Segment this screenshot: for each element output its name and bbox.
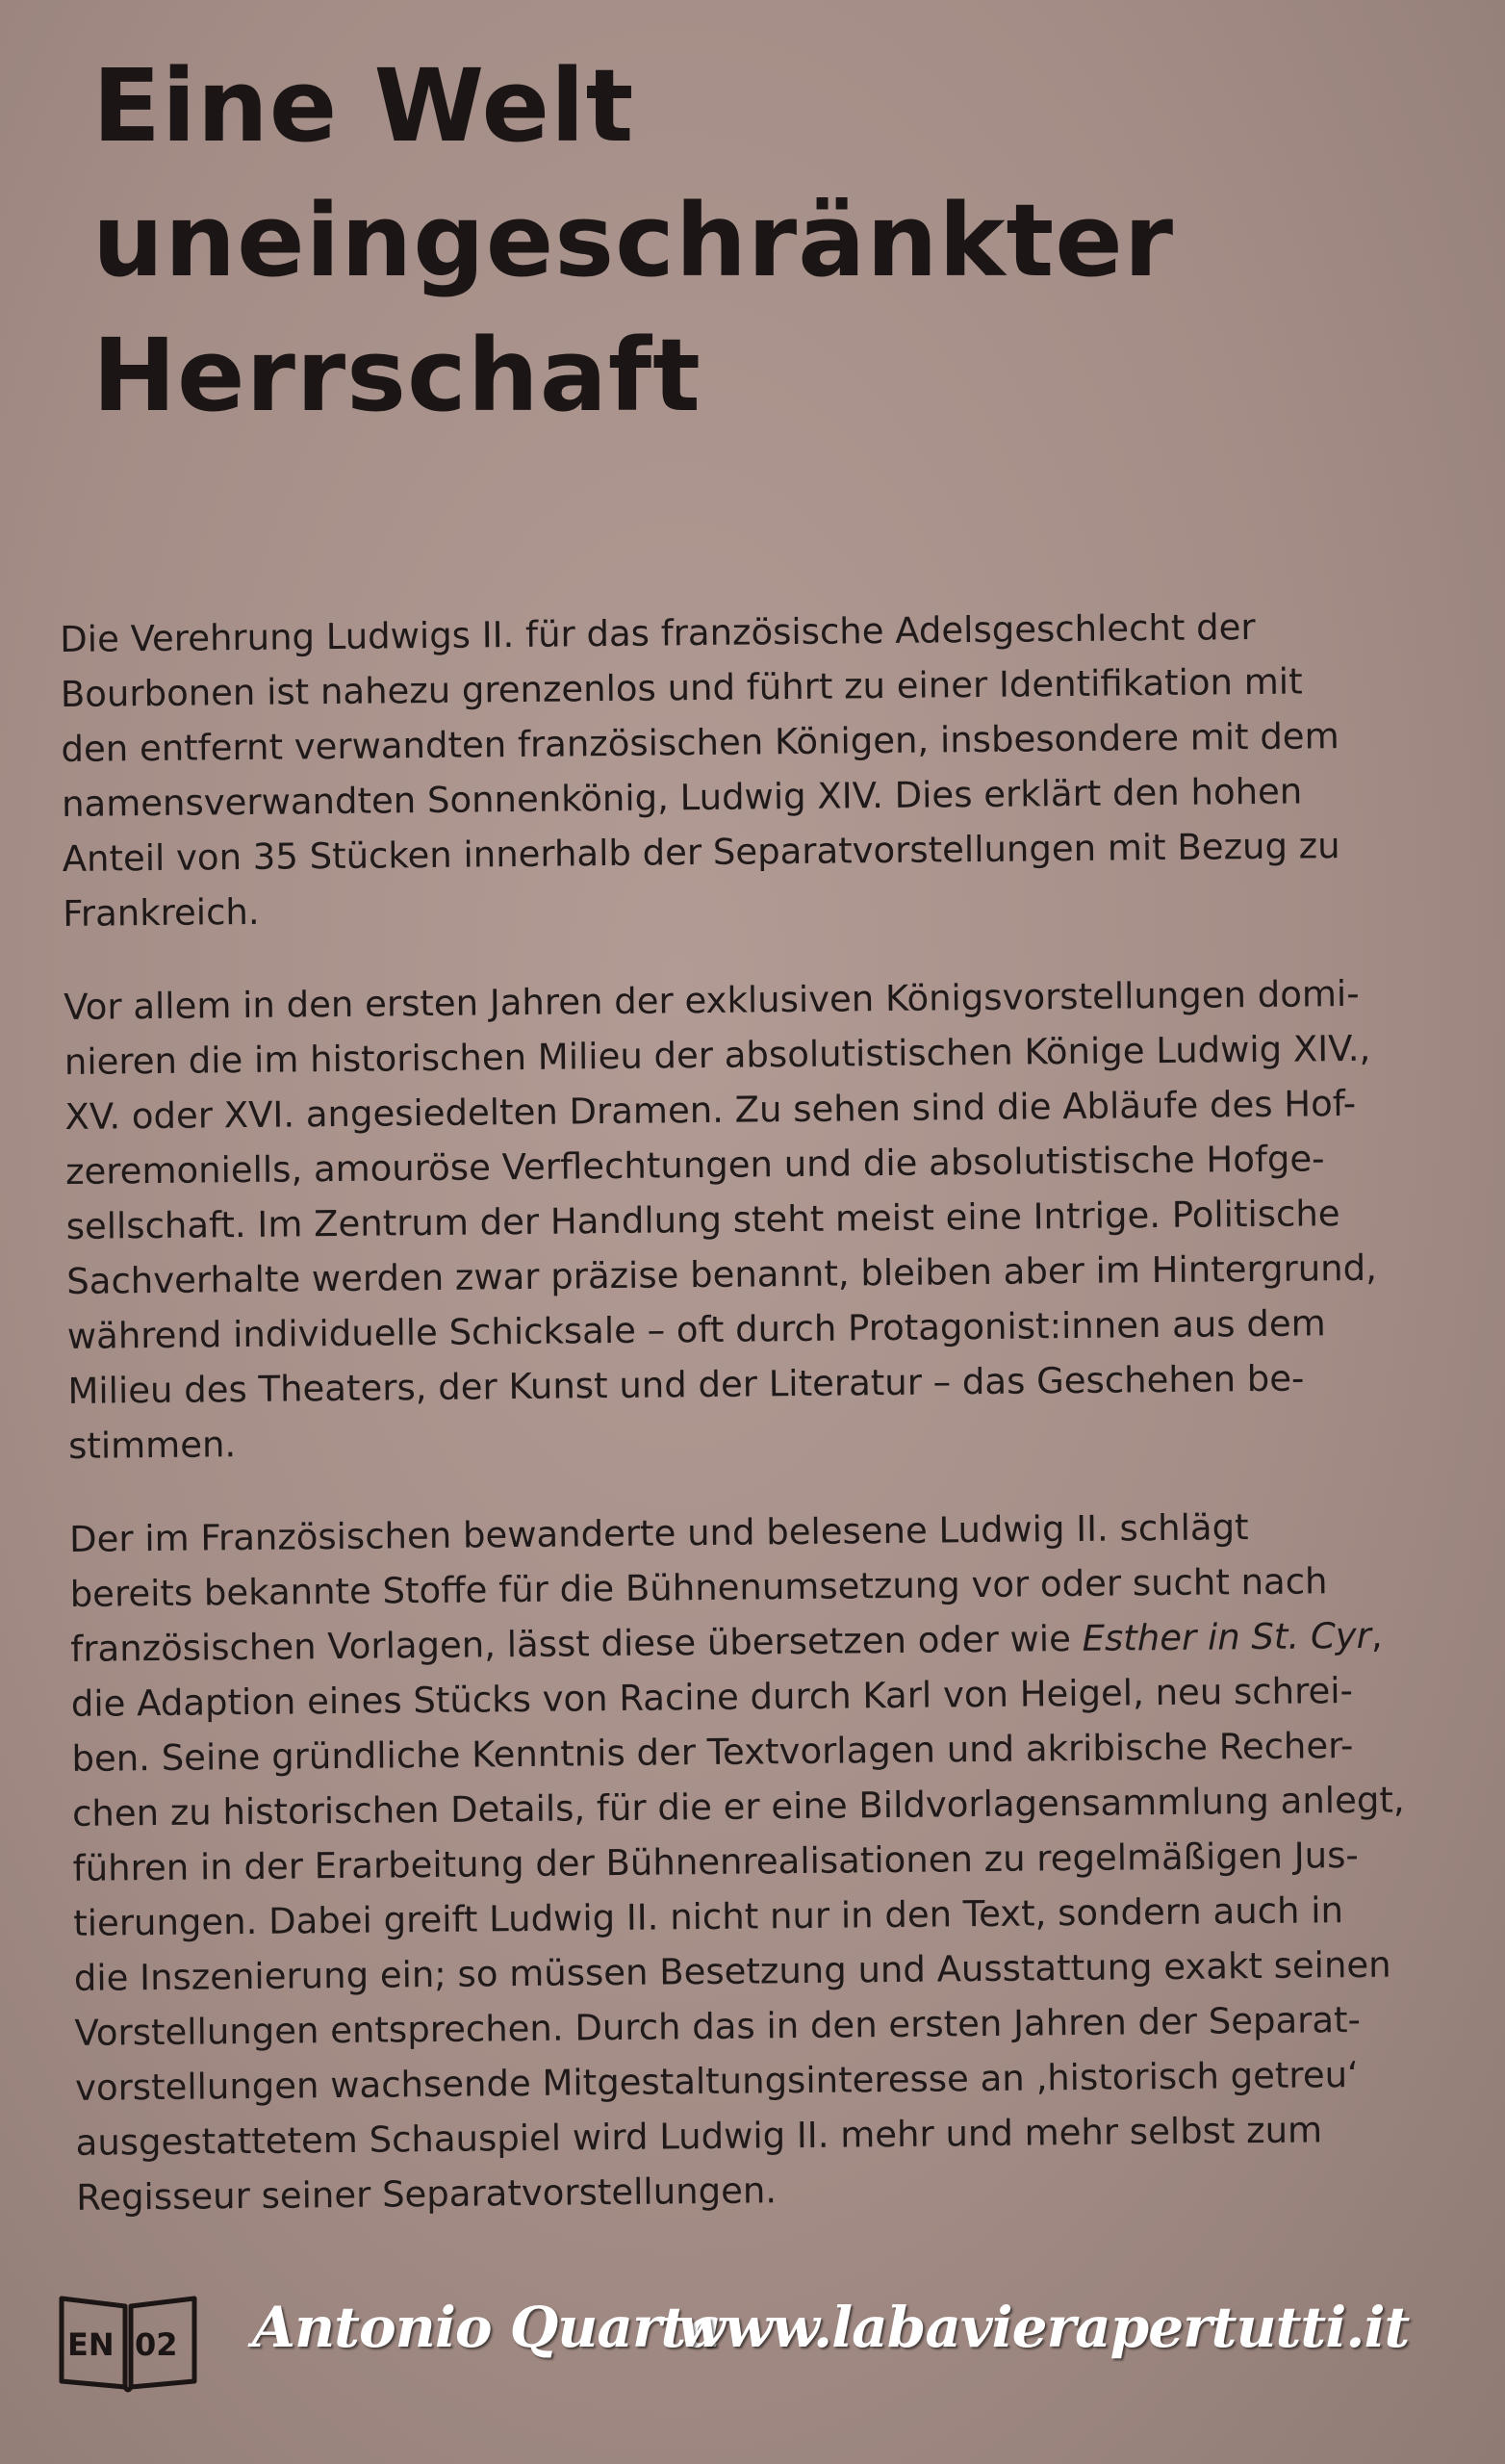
book-icon (56, 2293, 200, 2395)
paragraph-2 (64, 965, 1454, 1474)
paragraph-3 (69, 1498, 1463, 2225)
text-line: tierungen. Dabei greift Ludwig II. nicht nur in den Text, sondern auch in (73, 1889, 1344, 1944)
title-line: Eine Welt (92, 47, 635, 165)
body-text (60, 598, 1463, 2264)
text-line: den entfernt verwandten französischen Königen, insbesondere mit dem (61, 715, 1339, 770)
text-line: Der im Französischen bewanderte und belesene Ludwig II. schlägt (68, 1506, 1249, 1560)
text-line: führen in der Erarbeitung der Bühnenrealisationen zu regelmäßigen Jus- (72, 1834, 1359, 1889)
watermark-name: Antonio Quarta (252, 2295, 721, 2360)
text-line: XV. oder XVI. angesiedelten Dramen. Zu sehen sind die Abläufe des Hof- (64, 1082, 1357, 1138)
text-line: stimmen. (67, 1424, 237, 1467)
text-line: Sachverhalte werden zwar präzise benannt, bleiben aber im Hintergrund, (66, 1246, 1378, 1302)
work-title: Esther in St. Cyr (1082, 1614, 1372, 1659)
panel-title (92, 38, 1174, 443)
text-line: ben. Seine gründliche Kenntnis der Textvorlagen und akribische Recher- (71, 1724, 1354, 1780)
text-segment: französischen Vorlagen, lässt diese übersetzen oder wie (70, 1617, 1083, 1670)
paragraph-1 (60, 598, 1449, 941)
text-line: bereits bekannte Stoffe für die Bühnenumsetzung vor oder sucht nach (69, 1560, 1328, 1615)
title-line: Herrschaft (92, 317, 701, 434)
number-label: 02 (135, 2326, 178, 2363)
text-line: ausgestattetem Schauspiel wird Ludwig II. mehr und mehr selbst zum (75, 2109, 1323, 2164)
text-line: nieren die im historischen Milieu der absolutistischen Könige Ludwig XIV., (64, 1027, 1371, 1083)
text-line: vorstellungen wachsende Mitgestaltungsinteresse an ‚historisch getreu‘ (74, 2053, 1360, 2109)
text-line: chen zu historischen Details, für die er eine Bildvorlagensammlung anlegt, (71, 1779, 1405, 1835)
text-line: sellschaft. Im Zentrum der Handlung steht meist eine Intrige. Politische (65, 1193, 1340, 1247)
text-segment: , (1370, 1614, 1383, 1656)
text-line: die Inszenierung ein; so müssen Besetzung und Ausstattung exakt seinen (73, 1943, 1391, 1999)
text-line: Vorstellungen entsprechen. Durch das in den ersten Jahren der Separat- (74, 1998, 1362, 2054)
text-line: Milieu des Theaters, der Kunst und der Literatur – das Geschehen be- (67, 1357, 1305, 1412)
text-line: Frankreich. (63, 890, 260, 935)
text-line: während individuelle Schicksale – oft durch Protagonist:innen aus dem (66, 1302, 1326, 1357)
text-line: namensverwandten Sonnenkönig, Ludwig XIV. Dies erklärt den hohen (61, 770, 1303, 825)
text-line: Bourbonen ist nahezu grenzenlos und führt zu einer Identifikation mit (60, 660, 1303, 715)
text-line: Die Verehrung Ludwigs II. für das französische Adelsgeschlecht der (60, 605, 1256, 660)
language-label: EN (67, 2326, 115, 2363)
watermark-url: www.labavierapertutti.it (677, 2295, 1410, 2360)
text-line: die Adaption eines Stücks von Racine durch Karl von Heigel, neu schrei- (70, 1669, 1354, 1725)
text-line: Regisseur seiner Separatvorstellungen. (76, 2169, 778, 2219)
title-line: uneingeschränkter (92, 182, 1175, 299)
text-line: zeremoniells, amouröse Verflechtungen und die absolutistische Hofge- (64, 1138, 1325, 1193)
text-line: Anteil von 35 Stücken innerhalb der Separatvorstellungen mit Bezug zu (62, 825, 1340, 880)
text-line: Vor allem in den ersten Jahren der exklusiven Königsvorstellungen domi- (64, 972, 1360, 1028)
